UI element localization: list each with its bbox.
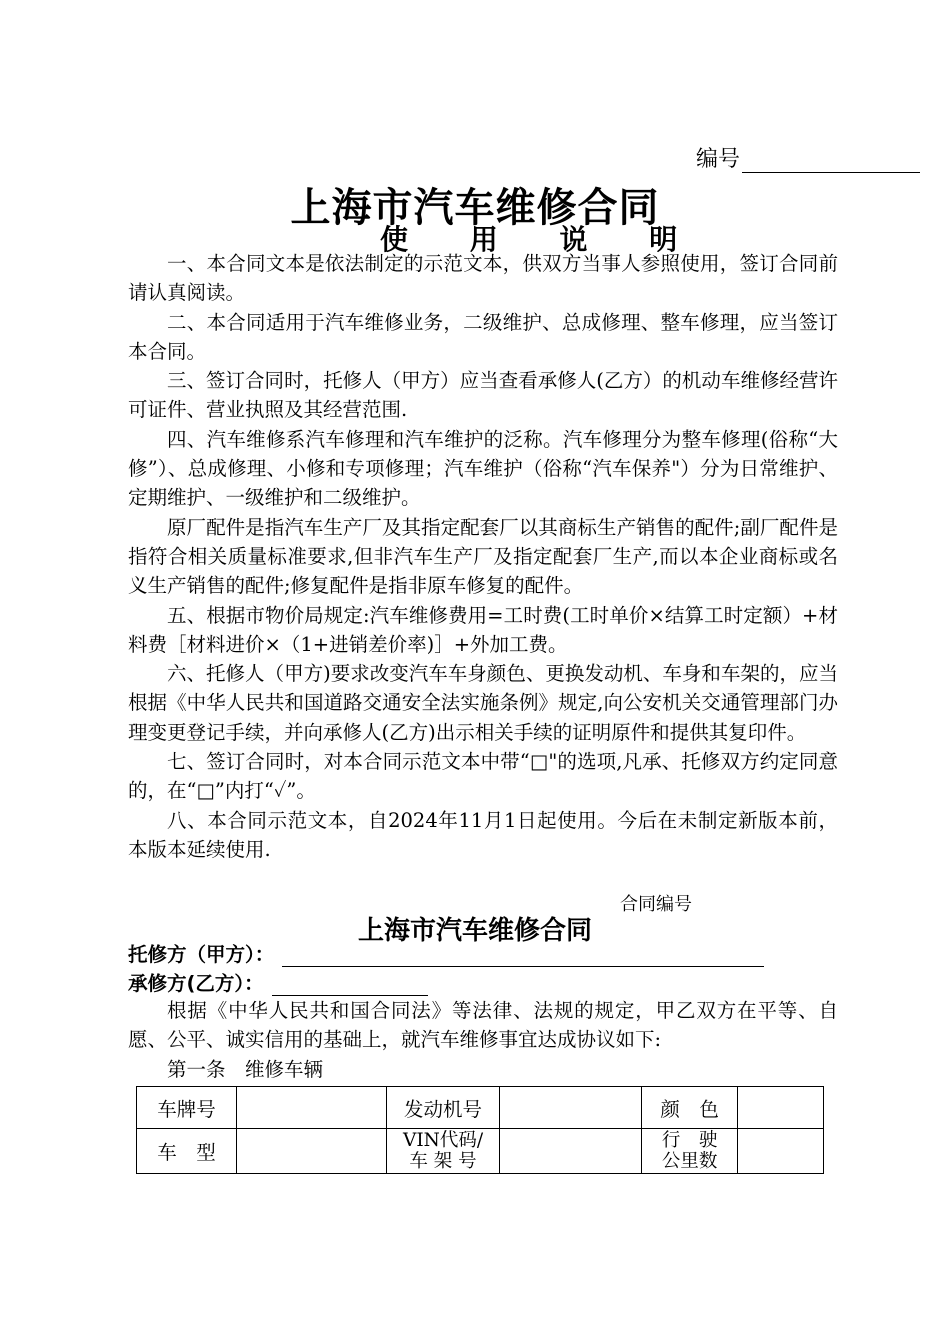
vin-label-line: VIN代码/ xyxy=(403,1130,484,1151)
mileage-label-line: 公里数 xyxy=(661,1151,718,1172)
instruction-paragraph: 六、托修人（甲方)要求改变汽车车身颜色、更换发动机、车身和车架的，应当根据《中华人民共和国道路交通安全法实施条例》规定,向公安机关交通管理部门办理变更登记手续，并向承修人(乙方)出示相关手续的证明原件和提供其复印件。 xyxy=(128,662,838,744)
contract-number-label: 合同编号 xyxy=(620,894,692,915)
vin-value-cell[interactable] xyxy=(500,1129,642,1174)
contract-title: 上海市汽车维修合同 xyxy=(357,916,592,946)
instruction-paragraph: 四、汽车维修系汽车修理和汽车维护的泛称。汽车修理分为整车修理(俗称“大修”）、总成修理、小修和专项修理；汽车维护（俗称“汽车保养"）分为日常维护、定期维护、一级维护和二级维护。 xyxy=(128,427,838,510)
instruction-paragraph: 五、根据市物价局规定:汽车维修费用=工时费(工时单价×结算工时定额）+材料费［材料进价×（1+进销差价率)］+外加工费。 xyxy=(128,603,838,656)
instruction-paragraph: 七、签订合同时，对本合同示范文本中带“□"的选项,凡承、托修双方约定同意的，在“□”内打“✓”。 xyxy=(128,750,838,803)
party-a-field xyxy=(128,939,764,967)
serial-number-blank[interactable] xyxy=(742,150,920,173)
engine-label: 发动机号 xyxy=(386,1087,500,1129)
instruction-paragraph: 二、本合同适用于汽车维修业务，二级维护、总成修理、整车修理，应当签订本合同。 xyxy=(128,310,838,363)
instructions-heading: 使 用 说 明 xyxy=(380,223,704,256)
vin-label-line: 车 架 号 xyxy=(409,1151,477,1172)
contract-intro xyxy=(128,996,838,1084)
party-b-blank[interactable] xyxy=(272,973,428,996)
table-row xyxy=(137,1087,824,1129)
mileage-value-cell[interactable] xyxy=(738,1129,824,1174)
model-label: 车 型 xyxy=(137,1129,237,1174)
color-label: 颜 色 xyxy=(642,1087,738,1129)
table-row xyxy=(137,1129,824,1174)
instructions-section xyxy=(128,249,838,864)
vin-label xyxy=(386,1129,500,1174)
color-value-cell[interactable] xyxy=(738,1087,824,1129)
article-1-heading: 第一条 维修车辆 xyxy=(167,1057,324,1081)
party-a-label: 托修方（甲方）： xyxy=(128,943,275,966)
serial-number-label: 编号 xyxy=(696,147,741,172)
model-value-cell[interactable] xyxy=(236,1129,386,1174)
plate-value-cell[interactable] xyxy=(236,1087,386,1129)
mileage-label-line: 行 驶 xyxy=(661,1130,718,1151)
party-b-field xyxy=(128,968,428,996)
serial-number-field xyxy=(696,142,920,173)
party-a-blank[interactable] xyxy=(282,944,764,967)
mileage-label xyxy=(642,1129,738,1174)
vehicle-table xyxy=(136,1086,824,1174)
plate-label: 车牌号 xyxy=(137,1087,237,1129)
page-title: 上海市汽车维修合同 xyxy=(290,185,660,231)
engine-value-cell[interactable] xyxy=(500,1087,642,1129)
instruction-paragraph: 八、本合同示范文本，自2024年11月1日起使用。今后在未制定新版本前，本版本延续使用. xyxy=(128,808,838,861)
instruction-paragraph: 三、签订合同时，托修人（甲方）应当查看承修人(乙方）的机动车维修经营许可证件、营业执照及其经营范围. xyxy=(128,369,838,422)
instruction-paragraph: 原厂配件是指汽车生产厂及其指定配套厂以其商标生产销售的配件;副厂配件是指符合相关质量标准要求,但非汽车生产厂及指定配套厂生产,而以本企业商标或名义生产销售的配件;修复配件是指非原车修复的配件。 xyxy=(128,515,838,598)
intro-paragraph: 根据《中华人民共和国合同法》等法律、法规的规定，甲乙双方在平等、自愿、公平、诚实信用的基础上，就汽车维修事宜达成协议如下: xyxy=(128,999,838,1052)
party-b-label: 承修方(乙方）： xyxy=(128,972,264,995)
instruction-paragraph: 一、本合同文本是依法制定的示范文本，供双方当事人参照使用，签订合同前请认真阅读。 xyxy=(128,252,838,305)
